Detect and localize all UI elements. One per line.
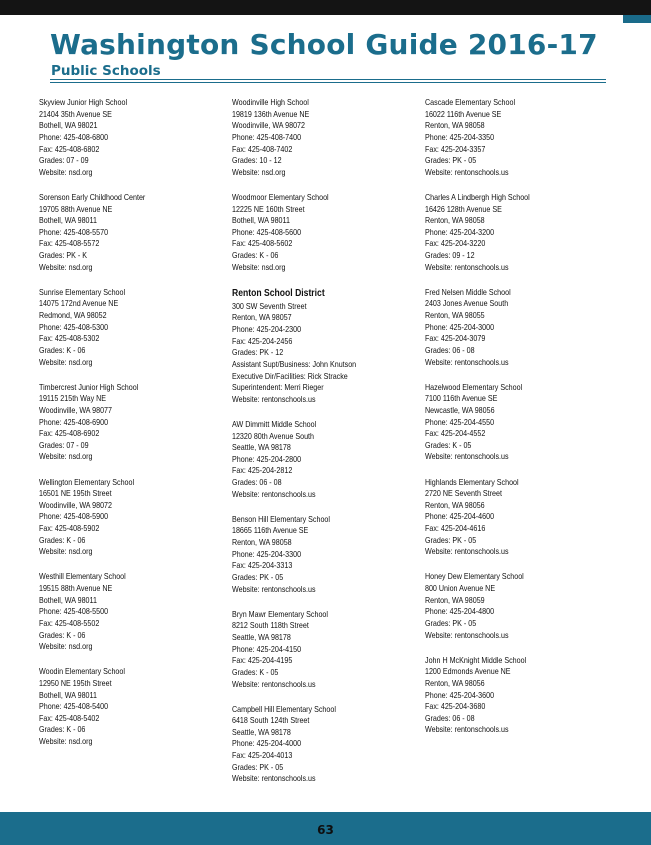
district-heading: Renton School District	[232, 287, 325, 299]
header-rule-bottom	[50, 82, 606, 83]
entry-line: Phone: 425-408-6900	[39, 416, 109, 427]
school-name: Highlands Elementary School	[425, 476, 519, 487]
entry-line: Website: nsd.org	[39, 736, 93, 747]
entry-line: Fax: 425-204-3680	[425, 701, 486, 712]
entry-line: Phone: 425-204-4150	[232, 643, 302, 654]
school-entry	[425, 477, 580, 558]
school-name: Woodin Elementary School	[39, 666, 125, 677]
page-number: 63	[317, 823, 334, 837]
entry-line: Renton, WA 98056	[425, 499, 485, 510]
entry-line: 12320 80th Avenue South	[232, 430, 315, 441]
school-name: Woodmoor Elementary School	[232, 191, 329, 202]
entry-line: Website: nsd.org	[39, 546, 93, 557]
entry-line: Fax: 425-204-2456	[232, 335, 293, 346]
entry-line: 19515 88th Avenue NE	[39, 583, 113, 594]
entry-line: Assistant Supt/Business: John Knutson	[232, 358, 357, 369]
header-rule-top	[50, 79, 606, 80]
entry-line: Website: rentonschools.us	[425, 166, 509, 177]
entry-line: Bothell, WA 98021	[39, 120, 98, 131]
entry-line: Bothell, WA 98011	[39, 594, 97, 605]
school-entry	[39, 287, 194, 368]
entry-line: Fax: 425-408-5302	[39, 333, 100, 344]
entry-line: Fax: 425-408-5902	[39, 523, 100, 534]
entry-line: Grades: K - 05	[425, 439, 472, 450]
entry-line: Website: nsd.org	[39, 641, 93, 652]
entry-line: Executive Dir/Facilities: Rick Stracke	[232, 370, 348, 381]
entry-line: Renton, WA 98058	[232, 537, 292, 548]
entry-line: Fax: 425-204-2812	[232, 465, 293, 476]
school-name: Sorenson Early Childhood Center	[39, 191, 146, 202]
entry-line: Grades: PK - 05	[232, 571, 284, 582]
entry-line: Bothell, WA 98011	[39, 215, 97, 226]
entry-line: Phone: 425-204-3000	[425, 321, 495, 332]
directory-column-1	[39, 97, 219, 761]
page-title: Washington School Guide 2016-17	[50, 28, 598, 61]
school-entry	[39, 477, 194, 558]
entry-line: Phone: 425-408-5400	[39, 701, 109, 712]
entry-line: Fax: 425-204-4013	[232, 750, 293, 761]
entry-line: Fax: 425-204-3079	[425, 333, 486, 344]
entry-line: Grades: PK - K	[39, 250, 87, 261]
entry-line: Website: rentonschools.us	[425, 546, 509, 557]
entry-line: Seattle, WA 98178	[232, 726, 291, 737]
school-entry	[425, 655, 580, 736]
entry-line: Fax: 425-204-4552	[425, 428, 486, 439]
entry-line: Newcastle, WA 98056	[425, 404, 495, 415]
entry-line: Woodinville, WA 98077	[39, 404, 112, 415]
entry-line: 19819 136th Avenue NE	[232, 108, 310, 119]
entry-line: Renton, WA 98056	[425, 677, 485, 688]
entry-line: 21404 35th Avenue SE	[39, 108, 112, 119]
school-name: Hazelwood Elementary School	[425, 381, 523, 392]
entry-line: 18665 116th Avenue SE	[232, 525, 309, 536]
school-entry	[39, 192, 194, 273]
entry-line: Redmond, WA 98052	[39, 310, 107, 321]
entry-line: Website: rentonschools.us	[425, 261, 509, 272]
entry-line: Woodinville, WA 98072	[39, 499, 112, 510]
entry-line: Fax: 425-408-7402	[232, 143, 293, 154]
section-subtitle: Public Schools	[51, 63, 161, 79]
entry-line: Superintendent: Merri Rieger	[232, 382, 324, 393]
entry-line: Grades: 06 - 08	[425, 344, 475, 355]
entry-line: Fax: 425-204-4616	[425, 523, 486, 534]
school-name: Charles A Lindbergh High School	[425, 191, 530, 202]
entry-line: Phone: 425-204-3600	[425, 689, 495, 700]
entry-line: 300 SW Seventh Street	[232, 300, 307, 311]
entry-line: Grades: K - 06	[232, 250, 279, 261]
entry-line: Fax: 425-204-3220	[425, 238, 486, 249]
entry-line: Website: nsd.org	[39, 166, 93, 177]
entry-line: Phone: 425-408-7400	[232, 131, 302, 142]
entry-line: Phone: 425-204-2800	[232, 453, 302, 464]
entry-line: Website: nsd.org	[39, 261, 93, 272]
school-entry	[39, 97, 194, 178]
entry-line: Grades: K - 06	[39, 724, 86, 735]
school-name: Wellington Elementary School	[39, 476, 135, 487]
entry-line: Fax: 425-408-5502	[39, 617, 100, 628]
entry-line: Phone: 425-204-3300	[232, 548, 302, 559]
entry-line: Website: rentonschools.us	[232, 393, 316, 404]
school-name: Benson Hill Elementary School	[232, 513, 330, 524]
directory-column-3	[425, 97, 605, 749]
entry-line: Grades: 09 - 12	[425, 250, 475, 261]
entry-line: Phone: 425-204-2300	[232, 324, 302, 335]
entry-line: Website: rentonschools.us	[425, 356, 509, 367]
entry-line: Fax: 425-204-3357	[425, 143, 486, 154]
school-entry	[232, 514, 387, 595]
entry-line: Phone: 425-204-4000	[232, 738, 302, 749]
entry-line: Phone: 425-204-4600	[425, 511, 495, 522]
entry-line: 16426 128th Avenue SE	[425, 203, 502, 214]
entry-line: Phone: 425-408-5900	[39, 511, 109, 522]
entry-line: Website: rentonschools.us	[232, 583, 316, 594]
school-entry	[425, 192, 580, 273]
entry-line: Bothell, WA 98011	[232, 215, 290, 226]
entry-line: Renton, WA 98058	[425, 215, 485, 226]
entry-line: Grades: K - 06	[39, 344, 86, 355]
entry-line: Grades: PK - 12	[232, 347, 284, 358]
school-name: Honey Dew Elementary School	[425, 571, 524, 582]
school-entry	[232, 419, 387, 500]
school-entry	[232, 192, 387, 273]
entry-line: Grades: 06 - 08	[425, 712, 475, 723]
directory-column-2	[232, 97, 412, 798]
school-entry	[425, 571, 580, 641]
entry-line: Website: rentonschools.us	[425, 724, 509, 735]
school-entry	[425, 97, 580, 178]
school-name: Westhill Elementary School	[39, 571, 126, 582]
entry-line: Website: nsd.org	[39, 451, 93, 462]
entry-line: 19115 215th Way NE	[39, 393, 107, 404]
entry-line: 2720 NE Seventh Street	[425, 488, 502, 499]
school-entry	[39, 571, 194, 652]
entry-line: Woodinville, WA 98072	[232, 120, 305, 131]
entry-line: Website: rentonschools.us	[425, 451, 509, 462]
entry-line: Phone: 425-204-3350	[425, 131, 495, 142]
entry-line: 16022 116th Avenue SE	[425, 108, 502, 119]
entry-line: Grades: 06 - 08	[232, 477, 282, 488]
entry-line: Grades: PK - 05	[425, 534, 477, 545]
school-entry	[425, 382, 580, 463]
entry-line: 800 Union Avenue NE	[425, 583, 496, 594]
school-entry	[232, 704, 387, 785]
entry-line: Website: nsd.org	[232, 261, 286, 272]
entry-line: 2403 Jones Avenue South	[425, 298, 509, 309]
top-bar	[0, 0, 651, 15]
school-entry	[39, 382, 194, 463]
entry-line: 14075 172nd Avenue NE	[39, 298, 119, 309]
school-name: AW Dimmitt Middle School	[232, 418, 317, 429]
school-entry	[232, 97, 387, 178]
entry-line: Renton, WA 98059	[425, 594, 485, 605]
entry-line: Grades: PK - 05	[425, 155, 477, 166]
entry-line: Fax: 425-204-3313	[232, 560, 293, 571]
school-name: Timbercrest Junior High School	[39, 381, 139, 392]
entry-line: Phone: 425-408-5500	[39, 606, 109, 617]
entry-line: Phone: 425-408-5600	[232, 226, 302, 237]
district-entry	[232, 301, 387, 406]
entry-line: Website: rentonschools.us	[232, 488, 316, 499]
entry-line: Fax: 425-408-6902	[39, 428, 100, 439]
entry-line: 6418 South 124th Street	[232, 715, 310, 726]
entry-line: Website: nsd.org	[232, 166, 286, 177]
entry-line: Phone: 425-408-5570	[39, 226, 109, 237]
entry-line: Renton, WA 98055	[425, 310, 485, 321]
entry-line: Renton, WA 98057	[232, 312, 292, 323]
entry-line: Phone: 425-408-6800	[39, 131, 109, 142]
entry-line: Fax: 425-408-5602	[232, 238, 293, 249]
entry-line: Fax: 425-204-4195	[232, 655, 293, 666]
entry-line: Phone: 425-408-5300	[39, 321, 109, 332]
entry-line: Seattle, WA 98178	[232, 442, 291, 453]
school-name: Bryn Mawr Elementary School	[232, 608, 328, 619]
school-entry	[425, 287, 580, 368]
entry-line: Website: rentonschools.us	[425, 629, 509, 640]
entry-line: Fax: 425-408-5402	[39, 712, 100, 723]
school-name: Campbell Hill Elementary School	[232, 703, 336, 714]
entry-line: Fax: 425-408-6802	[39, 143, 100, 154]
school-name: Sunrise Elementary School	[39, 286, 126, 297]
entry-line: Website: rentonschools.us	[232, 678, 316, 689]
entry-line: Bothell, WA 98011	[39, 689, 97, 700]
entry-line: 8212 South 118th Street	[232, 620, 309, 631]
entry-line: Grades: 07 - 09	[39, 439, 89, 450]
entry-line: Grades: 07 - 09	[39, 155, 89, 166]
entry-line: Phone: 425-204-3200	[425, 226, 495, 237]
entry-line: Seattle, WA 98178	[232, 631, 291, 642]
top-accent-bar	[623, 15, 651, 23]
school-name: Skyview Junior High School	[39, 97, 128, 107]
school-entry	[232, 609, 387, 690]
entry-line: Grades: 10 - 12	[232, 155, 282, 166]
entry-line: Website: nsd.org	[39, 356, 93, 367]
entry-line: 12950 NE 195th Street	[39, 677, 112, 688]
school-name: Cascade Elementary School	[425, 97, 516, 107]
school-entry	[39, 666, 194, 747]
entry-line: 19705 88th Avenue NE	[39, 203, 113, 214]
school-name: John H McKnight Middle School	[425, 654, 527, 665]
entry-line: Grades: K - 05	[232, 666, 279, 677]
entry-line: Grades: PK - 05	[232, 761, 284, 772]
entry-line: Renton, WA 98058	[425, 120, 485, 131]
entry-line: Grades: K - 06	[39, 629, 86, 640]
entry-line: Website: rentonschools.us	[232, 773, 316, 784]
entry-line: 7100 116th Avenue SE	[425, 393, 498, 404]
school-name: Woodinville High School	[232, 97, 309, 107]
school-name: Fred Nelsen Middle School	[425, 286, 511, 297]
entry-line: 1200 Edmonds Avenue NE	[425, 666, 511, 677]
entry-line: 16501 NE 195th Street	[39, 488, 112, 499]
entry-line: Fax: 425-408-5572	[39, 238, 100, 249]
entry-line: Phone: 425-204-4800	[425, 606, 495, 617]
entry-line: Grades: PK - 05	[425, 617, 477, 628]
entry-line: Grades: K - 06	[39, 534, 86, 545]
entry-line: Phone: 425-204-4550	[425, 416, 495, 427]
entry-line: 12225 NE 160th Street	[232, 203, 305, 214]
